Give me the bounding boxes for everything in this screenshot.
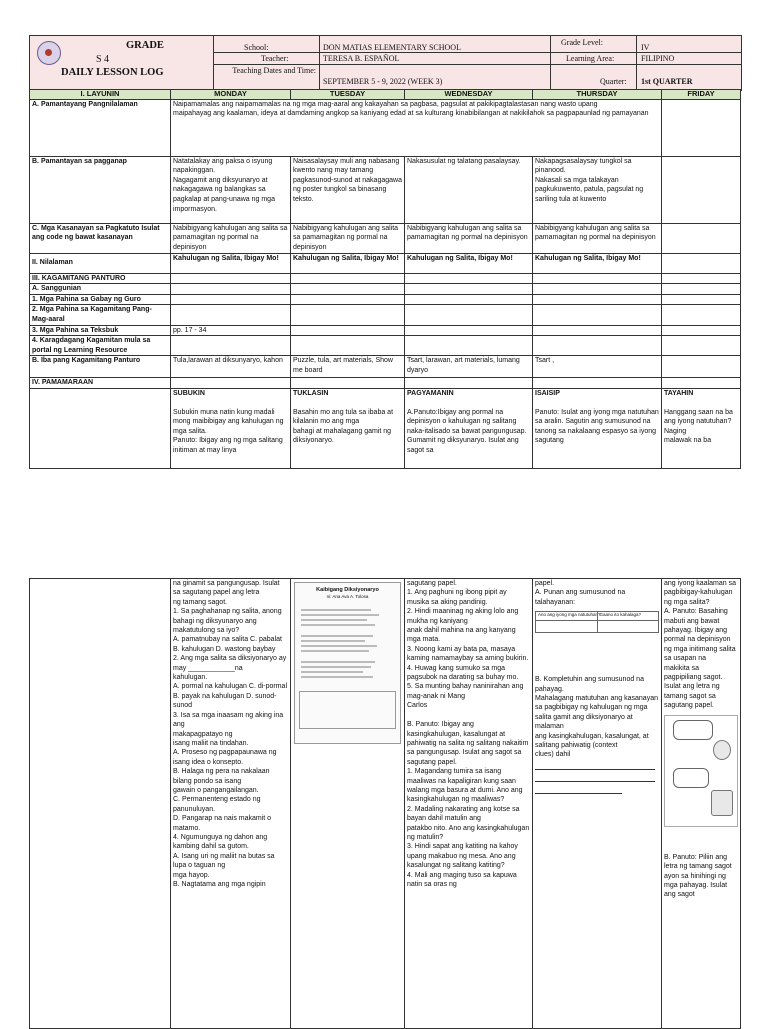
cell-monday: Natatalakay ang paksa o isyung napakinggan. Nagagamit ang diksyunaryo at nakagagawa ng balangkas sa pagkalap at pang-unawa ng mga impormasyon.: [171, 156, 291, 223]
col-tuesday: TUESDAY: [291, 90, 405, 100]
row-label: 4. Karagdagang Kagamitan mula sa portal ng Learning Resource: [30, 336, 171, 356]
step-heading: TAYAHIN: [664, 389, 694, 397]
row-label: B. Iba pang Kagamitang Panturo: [30, 356, 171, 378]
school-value: DON MATIAS ELEMENTARY SCHOOL: [323, 43, 461, 52]
poem-image: [294, 582, 401, 744]
col-layunin: I. LAYUNIN: [30, 90, 171, 100]
answer-line: [535, 760, 655, 770]
row-kagamitang-panturo: [30, 273, 741, 284]
cell-tuesday: [291, 388, 405, 468]
cell-wednesday: Tsart, larawan, art materials, lumang dyaryo: [405, 356, 533, 378]
thursday-part-b: B. Kompletuhin ang sumusunod na pahayag. Mahalagang matutuhan ang kasanayan sa pagbibigay ng kahulugan ng mga salita gamit ang diksiyonaryo at malaman ang kasingkahulugan, kasalungat, at salitang pahiwatig (context clues) dahil: [535, 676, 658, 759]
table-header-2: Gaano ito kahalaga?: [599, 612, 641, 618]
empty-cell: [662, 223, 741, 253]
friday-continued: [662, 579, 741, 1029]
cell-wednesday: [405, 388, 533, 468]
row-teksbuk: [30, 325, 741, 336]
row-iba-pang-kagamitan: [30, 356, 741, 378]
thursday-continued: [533, 579, 662, 1029]
col-friday: FRIDAY: [662, 90, 741, 100]
row-pamamaraan-content: [30, 388, 741, 468]
answer-line: [535, 772, 655, 782]
cell-tuesday: Kahulugan ng Salita, Ibigay Mo!: [291, 253, 405, 273]
row-gabay-ng-guro: [30, 294, 741, 305]
cell-monday: Tula,larawan at diksunyaryo, kahon: [171, 356, 291, 378]
row-kasanayan: [30, 223, 741, 253]
step-heading: ISAISIP: [535, 389, 560, 397]
quarter-value: 1st QUARTER: [641, 77, 693, 86]
cell-thursday: [533, 388, 662, 468]
lesson-table: [29, 89, 741, 469]
cell-monday: [171, 388, 291, 468]
col-wednesday: WEDNESDAY: [405, 90, 533, 100]
row-label: II. Nilalaman: [30, 253, 171, 273]
quarter-label: Quarter:: [600, 77, 627, 86]
grade-level-label: Grade Level:: [561, 38, 603, 47]
cell-monday: Nabibigyang kahulugan ang salita sa pamamagitan ng pormal na depinisyon: [171, 223, 291, 253]
dialogue-illustration: [664, 715, 738, 827]
row-sanggunian: [30, 284, 741, 295]
learning-area-label: Learning Area:: [566, 54, 615, 63]
table-header-1: Ano ang iyong mga natutuhan?: [538, 612, 601, 618]
friday-part-b: B. Panuto: Piliin ang letra ng tamang sagot ayon sa hinihingi ng mga pahayag. Isulat ang sagot: [664, 853, 732, 899]
reflection-table: [535, 611, 659, 633]
row-karagdagang-kagamitan: [30, 336, 741, 356]
cell-monday: pp. 17 - 34: [171, 325, 291, 336]
dates-label: Teaching Dates and Time:: [232, 66, 316, 75]
poem-author: ni: Ana Ava A. Tolosa: [326, 594, 369, 599]
row-pamamaraan: [30, 378, 741, 389]
step-body: Panuto: Isulat ang iyong mga natutuhan sa aralin. Sagutin ang sumusunod na tanong sa nakalaang espasyo sa iyong sagutang: [535, 408, 659, 445]
empty-cell: [662, 253, 741, 273]
content-standard-text: Naipamamalas ang naipamamalas na ng mga mag-aaral ang kakayahan sa pagbasa, pagsulat at pakikipagtalastasan nang wasto upang maipahayag ang kaalaman, ideya at damdaming angkop sa kaniyang edad at sa kulturang kinabibilangan at nakikilahok sa pagpapaunlad ng pamayanan: [171, 99, 662, 156]
learning-area-value: FILIPINO: [641, 54, 675, 63]
row-nilalaman: [30, 253, 741, 273]
cell-thursday: Nabibigyang kahulugan ang salita sa pamamagitan ng pormal na depinisyon: [533, 223, 662, 253]
row-pamantayang-pangnilalaman: [30, 99, 741, 156]
cell-tuesday: Puzzle, tula, art materials, Show me board: [291, 356, 405, 378]
school-label: School:: [244, 43, 269, 52]
cell-wednesday: Nabibigyang kahulugan ang salita sa pamamagitan ng pormal na depinisyon: [405, 223, 533, 253]
column-header-row: [30, 90, 741, 100]
empty-cell: [662, 99, 741, 156]
lesson-table-continued: [29, 578, 741, 1029]
tuesday-continued: [291, 579, 405, 1029]
empty-cell: [30, 388, 171, 468]
step-heading: TUKLASIN: [293, 389, 329, 397]
row-label: B. Pamantayan sa pagganap: [30, 156, 171, 223]
cell-thursday: Tsart ,: [533, 356, 662, 378]
cell-tuesday: Naisasalaysay muli ang nabasang kwento nang may tamang pagkasunod-sunod at nakagagawa ng poster tungkol sa binasang teksto.: [291, 156, 405, 223]
empty-cell: [662, 156, 741, 223]
cell-thursday: Kahulugan ng Salita, Ibigay Mo!: [533, 253, 662, 273]
row-kagamitang-mag-aaral: [30, 305, 741, 325]
monday-continued: na ginamit sa pangungusap. Isulat sa sagutang papel ang letra ng tamang sagot. 1. Sa paghahanap ng salita, anong bahagi ng diksyunaryo ang makatutulong sa iyo? A. pamatnubay na salita C. pabalat B. kahulugan D. wastong baybay 2. Ang mga salita sa diksiyonaryo ay may ____________na kahulugan. A. pormal na kahulugan C. di-pormal B. payak na kahulugan D. sunod-sunod 3. Isa sa mga inaasam ng aking ina ang makapagpatayo ng isang maliit na tindahan. A. Proseso ng pagpapaunawa ng isang idea o konsepto. B. Halaga ng pera na nakalaan bilang pondo sa isang gawain o pangangailangan. C. Permanenteng estado ng panunuluyan. D. Pangarap na nais makamit o matamo. 4. Ngumunguya ng dahon ang kambing dahil sa gutom. A. Isang uri ng maliit na butas sa lupa o taguan ng mga hayop. B. Nagtatama ang mga ngipin: [171, 579, 291, 1029]
thursday-part-a: papel. A. Punan ang sumusunod na talahayanan:: [535, 580, 626, 606]
doc-title: DAILY LESSON LOG: [61, 67, 164, 78]
wednesday-continued: sagutang papel. 1. Ang paghuni ng ibong pipit ay musika sa aking pandinig. 2. Hindi maaninag ng aking lolo ang mukha ng kaniyang anak dahil mahina na ang kanyang mga mata. 3. Noong kami ay bata pa, masaya kaming namamaybay sa aming bukirin. 4. Huwag kang sumuko sa mga pagsubok na darating sa buhay mo. 5. Sa munting bahay naninirahan ang mag-anak ni Mang Carlos B. Panuto: Ibigay ang kasingkahulugan, kasalungat at pahiwatig na salita ng salitang nakaitim sa pangungusap. Isulat ang sagot sa sagutang papel. 1. Magandang tumira sa isang maaliwas na kapaligiran kung saan walang mga basura at dumi. Ano ang kasingkahulugan ng maaliwas? 2. Madaling nakarating ang kotse sa bayan dahil matulin ang patakbo nito. Ano ang kasingkahulugan ng matulin? 3. Hindi sapat ang katiting na kahoy upang makabuo ng mesa. Ano ang kasalungat ng salitang katiting? 4. Mali ang maging tuso sa kapuwa natin sa oras ng: [405, 579, 533, 1029]
row-label: 2. Mga Pahina sa Kagamitang Pang- Mag-aaral: [30, 305, 171, 325]
row-label: A. Pamantayang Pangnilalaman: [30, 99, 171, 156]
cell-friday: [662, 388, 741, 468]
step-body: A.Panuto:Ibigay ang pormal na depinisyon o kahulugan ng salitang naka-italisado sa bawat pangungusap. Gumamit ng diksyunaryo. Isulat ang sagot sa: [407, 408, 527, 454]
step-body: Hanggang saan na ba ang iyong natutuhan? Naging malawak na ba: [664, 408, 733, 445]
empty-cell: [662, 356, 741, 378]
empty-cell: [30, 579, 171, 1029]
grade-label: GRADE: [126, 40, 164, 51]
row-label: A. Sanggunian: [30, 284, 171, 295]
row-label: 1. Mga Pahina sa Gabay ng Guro: [30, 294, 171, 305]
col-monday: MONDAY: [171, 90, 291, 100]
deped-seal-logo: [37, 41, 61, 65]
continued-row: [30, 579, 741, 1029]
teacher-label: Teacher:: [261, 54, 289, 63]
dates-value: SEPTEMBER 5 - 9, 2022 (WEEK 3): [323, 77, 443, 86]
cell-tuesday: Nabibigyang kahulugan ang salita sa pamamagitan ng pormal na depinisyon: [291, 223, 405, 253]
cell-thursday: Nakapagsasalaysay tungkol sa pinanood. Nakasali sa mga talakayan pagkukuwento, patula, pagsulat ng sariling tula at kuwento: [533, 156, 662, 223]
row-label: III. KAGAMITANG PANTURO: [30, 273, 171, 284]
header-block: [29, 35, 742, 91]
friday-part-a: ang iyong kaalaman sa pagbibigay-kahulugan ng mga salita? A. Panuto: Basahing mabuti ang bawat pahayag. Ibigay ang pormal na depinisyon ng mga initimang salita sa usapan na makikita sa pagpipiliang sagot. Isulat ang letra ng tamang sagot sa sagutang papel.: [664, 580, 736, 710]
row-label: 3. Mga Pahina sa Teksbuk: [30, 325, 171, 336]
row-label: C. Mga Kasanayan sa Pagkatuto Isulat ang code ng bawat kasanayan: [30, 223, 171, 253]
step-body: Subukin muna natin kung madali mong maibibigay ang kahulugan ng mga salita. Panuto: Ibigay ang ng mga salitang initiman at may linya: [173, 408, 284, 454]
col-thursday: THURSDAY: [533, 90, 662, 100]
poem-title: Kaibigang Diksiyonaryo: [316, 587, 379, 593]
row-label: IV. PAMAMARAAN: [30, 378, 171, 389]
cell-wednesday: Nakasusulat ng talatang pasalaysay.: [405, 156, 533, 223]
teacher-value: TERESA B. ESPAÑOL: [323, 54, 400, 63]
grade-level-value: IV: [641, 43, 650, 52]
answer-line: [535, 784, 622, 794]
section-label: S 4: [96, 54, 110, 65]
step-body: Basahin mo ang tula sa ibaba at kilalanin mo ang mga bahagi at mahalagang gamit ng diksiyonaryo.: [293, 408, 394, 445]
step-heading: SUBUKIN: [173, 389, 205, 397]
step-heading: PAGYAMANIN: [407, 389, 454, 397]
cell-wednesday: Kahulugan ng Salita, Ibigay Mo!: [405, 253, 533, 273]
cell-monday: Kahulugan ng Salita, Ibigay Mo!: [171, 253, 291, 273]
row-pamantayan-sa-pagganap: [30, 156, 741, 223]
